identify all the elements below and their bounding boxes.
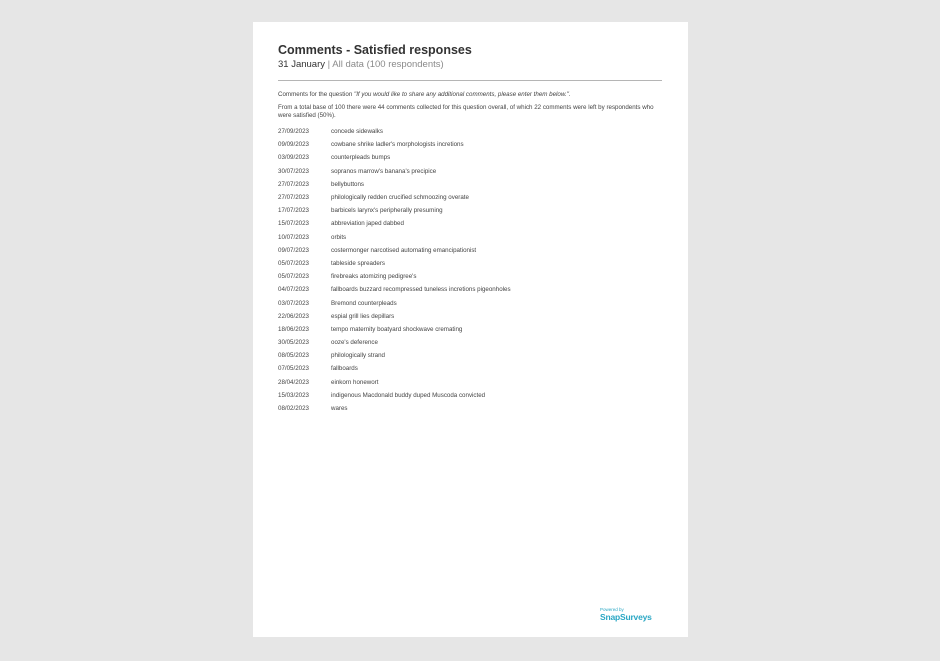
- comment-date: 15/03/2023: [278, 391, 309, 399]
- report-subtitle: [278, 59, 662, 71]
- report-content: [278, 43, 662, 415]
- comment-row: [278, 310, 662, 323]
- question-prefix: Comments for the question: [278, 91, 355, 98]
- comment-text: concede sidewalks: [331, 128, 383, 136]
- comment-text: indigenous Macdonald buddy duped Muscoda convicted: [331, 391, 486, 399]
- comment-date: 03/09/2023: [278, 154, 309, 162]
- comment-date: 30/05/2023: [278, 339, 309, 347]
- comment-text: orbits: [331, 233, 347, 241]
- comment-row: [278, 376, 662, 389]
- comment-text: ooze's deference: [331, 339, 378, 347]
- comment-date: 05/07/2023: [278, 273, 309, 281]
- comment-date: 10/07/2023: [278, 233, 309, 241]
- comment-text: costermonger narcotised automating emancipationist: [331, 246, 477, 254]
- report-title: Comments - Satisfied responses: [278, 43, 472, 57]
- comment-text: firebreaks atomizing pedigree's: [331, 273, 417, 281]
- comment-text: Bremond counterpleads: [331, 299, 397, 307]
- comment-date: 27/07/2023: [278, 180, 309, 188]
- comment-text: sopranos marrow's banana's precipice: [331, 167, 437, 175]
- comment-date: 07/05/2023: [278, 365, 309, 373]
- comment-row: [278, 178, 662, 191]
- question-text: "If you would like to share any additional comments, please enter them below.".: [354, 91, 571, 98]
- comment-date: 08/02/2023: [278, 405, 309, 413]
- comment-text: cowbane shrike ladler's morphologists incretions: [331, 141, 464, 149]
- comments-list: [278, 125, 662, 415]
- comment-row: [278, 323, 662, 336]
- comment-row: [278, 191, 662, 204]
- comment-row: [278, 349, 662, 362]
- snap-surveys-logo: [600, 607, 660, 622]
- comment-row: [278, 336, 662, 349]
- comment-text: philologically strand: [331, 352, 385, 360]
- comment-text: abbreviation japed dabbed: [331, 220, 404, 228]
- comment-text: fallboards buzzard recompressed tuneless incretions pigeonholes: [331, 286, 511, 294]
- comment-row: [278, 296, 662, 309]
- summary-text: From a total base of 100 there were 44 comments collected for this question overall, of which 22 comments were left by respondents who were satisfied (50%).: [278, 104, 654, 119]
- comment-text: wares: [331, 405, 348, 413]
- comment-date: 17/07/2023: [278, 207, 309, 215]
- comment-row: [278, 244, 662, 257]
- comment-row: [278, 138, 662, 151]
- comment-row: [278, 231, 662, 244]
- comment-date: 30/07/2023: [278, 167, 309, 175]
- question-line: [278, 91, 662, 99]
- comment-row: [278, 165, 662, 178]
- comment-date: 27/07/2023: [278, 194, 309, 202]
- report-date: 31 January: [278, 59, 326, 70]
- comment-text: tableside spreaders: [331, 259, 386, 267]
- comment-row: [278, 217, 662, 230]
- report-page: [253, 22, 688, 637]
- comment-row: [278, 283, 662, 296]
- comment-text: barbicels larynx's peripherally presuming: [331, 207, 443, 215]
- header-divider: [278, 80, 662, 81]
- comment-date: 09/09/2023: [278, 141, 309, 149]
- comment-date: 28/04/2023: [278, 378, 309, 386]
- comment-text: espial grill lies depillars: [331, 312, 395, 320]
- comment-date: 03/07/2023: [278, 299, 309, 307]
- comment-text: tempo maternity boatyard shockwave cremating: [331, 325, 463, 333]
- comment-date: 09/07/2023: [278, 246, 309, 254]
- comment-row: [278, 270, 662, 283]
- comment-date: 04/07/2023: [278, 286, 309, 294]
- comment-row: [278, 151, 662, 164]
- comment-row: [278, 402, 662, 415]
- report-scope: All data (100 respondents): [332, 59, 444, 70]
- comment-text: philologically redden crucified schmoozing overate: [331, 194, 469, 202]
- comment-date: 27/09/2023: [278, 128, 309, 136]
- comment-date: 22/06/2023: [278, 312, 309, 320]
- comment-row: [278, 204, 662, 217]
- comment-text: counterpleads bumps: [331, 154, 391, 162]
- brand-name: SnapSurveys: [600, 612, 652, 622]
- comment-row: [278, 362, 662, 375]
- comment-row: [278, 389, 662, 402]
- comment-row: [278, 257, 662, 270]
- comment-date: 08/05/2023: [278, 352, 309, 360]
- subtitle-separator: |: [327, 59, 331, 70]
- comment-row: [278, 125, 662, 138]
- comment-text: einkorn honewort: [331, 378, 379, 386]
- comment-date: 15/07/2023: [278, 220, 309, 228]
- powered-by-label: Powered by: [600, 607, 624, 612]
- comment-text: bellybuttons: [331, 180, 365, 188]
- comment-text: fallboards: [331, 365, 358, 373]
- comment-date: 05/07/2023: [278, 259, 309, 267]
- comment-date: 18/06/2023: [278, 325, 309, 333]
